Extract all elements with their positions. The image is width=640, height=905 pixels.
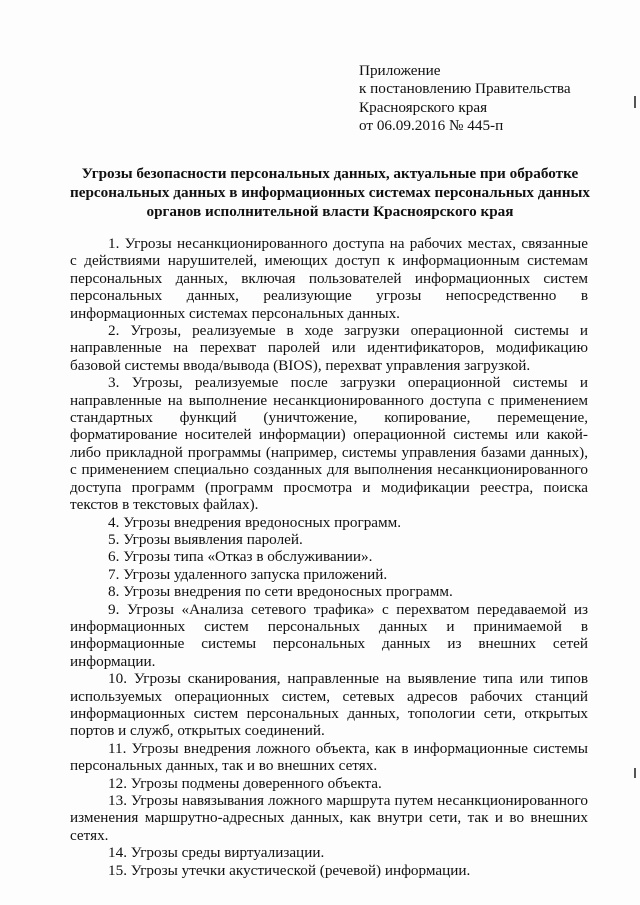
threat-item-13: 13. Угрозы навязывания ложного маршрута путем несанкционированного изменения маршрутно-адресных данных, как внутри сети, так и во внешних сетях. [70, 792, 588, 844]
threat-item-4: 4. Угрозы внедрения вредоносных программ. [108, 513, 402, 531]
threat-item-1: 1. Угрозы несанкционированного доступа на рабочих местах, связанные с действиями нарушителей, имеющих доступ к информационным системам персональных данных, включая пользователей информационных систем персональных данных, реализующие угрозы непосредственно в информационных системах персональных данных. [70, 235, 588, 322]
scan-edge-mark-top [634, 96, 636, 108]
scan-edge-mark-bottom [634, 768, 636, 778]
appendix-line-4: от 06.09.2016 № 445-п [359, 116, 504, 134]
threat-item-8: 8. Угрозы внедрения по сети вредоносных программ. [108, 583, 453, 601]
threat-item-12: 12. Угрозы подмены доверенного объекта. [108, 774, 382, 792]
appendix-line-3: Красноярского края [359, 98, 488, 116]
threat-item-14: 14. Угрозы среды виртуализации. [108, 844, 325, 862]
title-line-1: Угрозы безопасности персональных данных, актуальные при обработке [81, 165, 579, 182]
threat-item-15: 15. Угрозы утечки акустической (речевой) информации. [108, 861, 471, 879]
appendix-line-2: к постановлению Правительства [359, 80, 571, 98]
appendix-line-1: Приложение [359, 62, 441, 79]
threat-item-2: 2. Угрозы, реализуемые в ходе загрузки операционной системы и направленные на перехват паролей или идентификаторов, модификацию базовой системы ввода/вывода (BIOS), перехват управления загрузкой. [70, 322, 588, 374]
threat-item-7: 7. Угрозы удаленного запуска приложений. [108, 565, 388, 583]
threat-list [70, 235, 588, 879]
threat-item-9: 9. Угрозы «Анализа сетевого трафика» с перехватом передаваемой из информационных систем персональных данных и принимаемой в информационные системы персональных данных из внешних сетей информации. [70, 600, 588, 670]
title-line-3: органов исполнительной власти Красноярского края [146, 203, 514, 220]
threat-item-3: 3. Угрозы, реализуемые после загрузки операционной системы и направленные на выполнение несанкционированного доступа с применением стандартных функций (уничтожение, копирование, перемещение, форматирование носителей информации) операционной системы или какой-либо прикладной программы (например, системы управления базами данных), с применением специально созданных для выполнения несанкционированного доступа программ (программ просмотра и модификации реестра, поиска текстов в текстовых файлах). [70, 374, 588, 514]
threat-item-6: 6. Угрозы типа «Отказ в обслуживании». [108, 548, 373, 566]
document-title [60, 164, 600, 221]
appendix-header [359, 62, 619, 135]
threat-item-5: 5. Угрозы выявления паролей. [108, 530, 303, 548]
threat-item-10: 10. Угрозы сканирования, направленные на выявление типа или типов используемых операционных систем, сетевых адресов рабочих станций информационных систем персональных данных, топологии сети, открытых портов и служб, открытых соединений. [70, 670, 588, 740]
threat-item-11: 11. Угрозы внедрения ложного объекта, как в информационные системы персональных данных, так и во внешних сетях. [70, 739, 588, 775]
title-line-2: персональных данных в информационных системах персональных данных [69, 184, 591, 201]
